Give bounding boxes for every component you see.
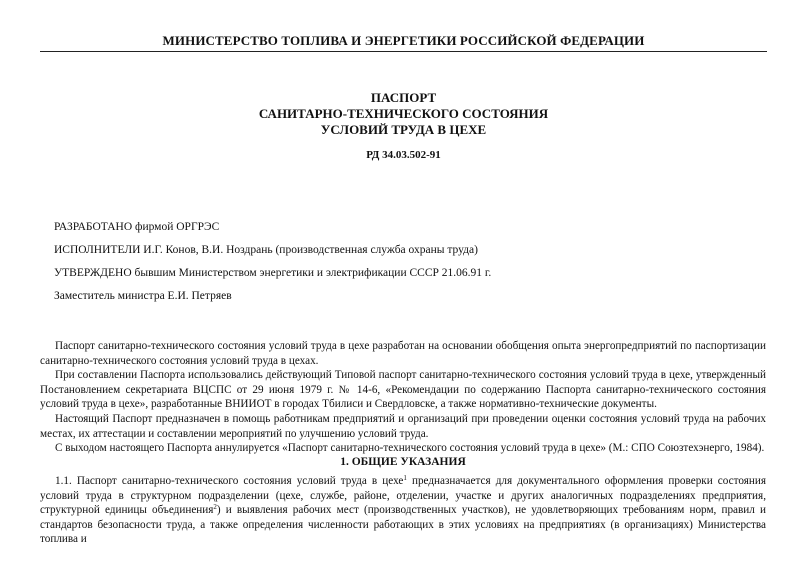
section-paragraph-1	[40, 474, 766, 547]
developed-by: РАЗРАБОТАНО фирмой ОРГРЭС	[54, 221, 220, 233]
title-line-1: ПАСПОРТ	[370, 90, 437, 105]
intro-paragraph-2: При составлении Паспорта использовались действующий Типовой паспорт санитарно-технического состояния условий труда в цехе, утвержденный Постановлением секретариата ВЦСПС от 29 июня 1979 г. № 14-6, «Рекомендации по содержанию Паспорта санитарно-технического состояния условий труда в цехе», разработанные ВНИИОТ в городах Тбилиси и Свердловске, а также нормативно-технические документы.	[40, 369, 766, 411]
paragraph-text-part-2: предназначается для документального оформления проверки состояния условий труда в структурном подразделении (цехе, службе, районе, отделении, участке и других аналогичных подразделениях предприятия, структурной единицы объединения	[40, 475, 766, 517]
intro-paragraph-4: С выходом настоящего Паспорта аннулируется «Паспорт санитарно-технического состояния условий труда в цехе» (М.: СПО Союзтехэнерго, 1984).	[55, 442, 765, 455]
document-code: РД 34.03.502-91	[366, 149, 441, 161]
document-title	[40, 90, 767, 138]
section-heading: 1. ОБЩИЕ УКАЗАНИЯ	[340, 456, 466, 468]
deputy-minister: Заместитель министра Е.И. Петряев	[54, 290, 232, 302]
section-text	[40, 474, 766, 547]
ministry-header: МИНИСТЕРСТВО ТОПЛИВА И ЭНЕРГЕТИКИ РОССИЙСКОЙ ФЕДЕРАЦИИ	[162, 33, 645, 48]
approved-by: УТВЕРЖДЕНО бывшим Министерством энергетики и электрификации СССР 21.06.91 г.	[54, 267, 492, 279]
intro-paragraph-1: Паспорт санитарно-технического состояния условий труда в цехе разработан на основании обобщения опыта энергопредприятий по паспортизации санитарно-технического состояния условий труда в цехах.	[40, 340, 766, 367]
title-line-3: УСЛОВИЙ ТРУДА В ЦЕХЕ	[320, 122, 487, 137]
footnote-ref-2: 2	[213, 503, 217, 512]
header-divider	[40, 51, 767, 52]
intro-text	[40, 339, 766, 456]
footnote-ref-1: 1	[403, 474, 407, 482]
intro-paragraph-3: Настоящий Паспорт предназначен в помощь работникам предприятий и организаций при проведении оценки состояния условий труда на рабочих местах, их аттестации и составлении мероприятий по улучшению условий труда.	[40, 412, 766, 440]
paragraph-text-part-1: 1.1. Паспорт санитарно-технического состояния условий труда в цехе	[55, 475, 404, 487]
paragraph-text-part-3: ) и выявления рабочих мест (производственных участков), не удовлетворяющих требованиям норм, правил и стандартов безопасности труда, а также определения численности работающих в этих условиях на предприятиях (в организациях) Министерства топлива и	[40, 504, 766, 546]
executors: ИСПОЛНИТЕЛИ И.Г. Конов, В.И. Ноздрань (производственная служба охраны труда)	[54, 244, 478, 256]
title-line-2: САНИТАРНО-ТЕХНИЧЕСКОГО СОСТОЯНИЯ	[258, 106, 549, 121]
